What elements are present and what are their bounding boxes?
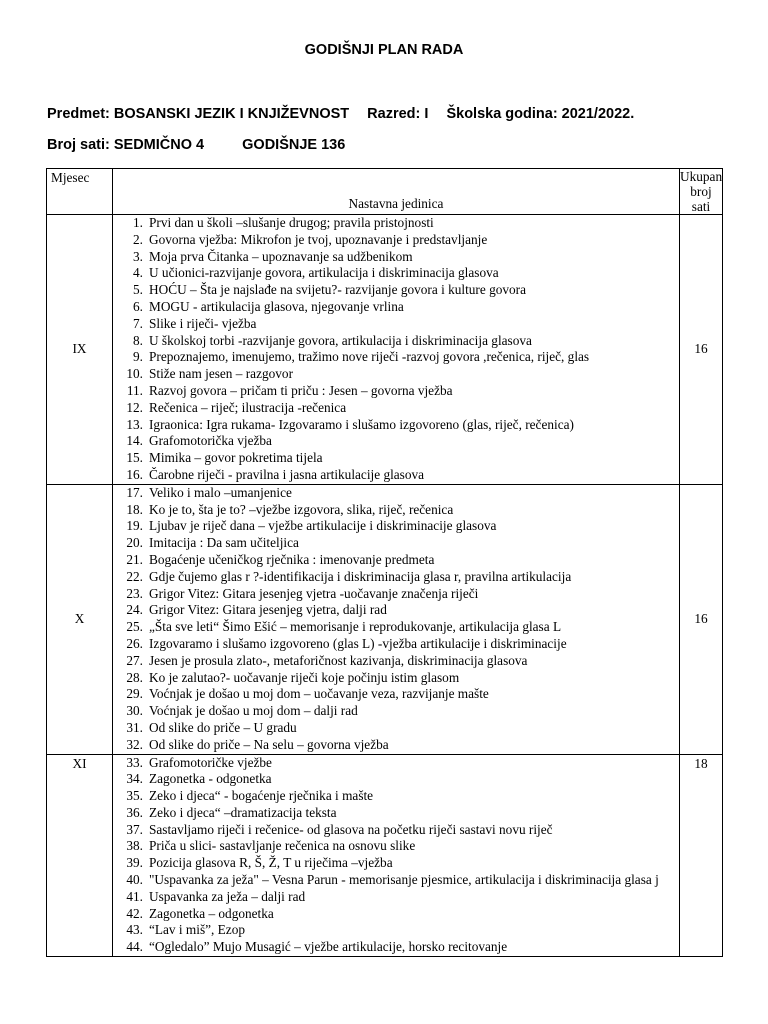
list-item — [113, 265, 677, 282]
item-text: Veliko i malo –umanjenice — [149, 484, 292, 500]
table-row — [47, 484, 723, 754]
subject-label: Predmet: BOSANSKI JEZIK I KNJIŽEVNOST — [47, 106, 350, 122]
list-item — [113, 249, 677, 266]
item-text: Od slike do priče – U gradu — [149, 719, 297, 735]
item-number: 15. — [126, 450, 143, 466]
item-number: 29. — [126, 686, 143, 702]
month-cell: IX — [47, 215, 113, 485]
units-cell — [113, 215, 680, 485]
list-item — [113, 485, 677, 502]
item-text: “Lav i miš”, Ezop — [149, 922, 245, 938]
header-hours-line1: Ukupan — [680, 169, 723, 184]
item-number: 32. — [126, 736, 143, 752]
item-text: Voćnjak je došao u moj dom – uočavanje veza, razvijanje mašte — [149, 686, 489, 702]
item-number: 21. — [126, 551, 143, 567]
list-item — [113, 602, 677, 619]
units-list — [113, 755, 679, 957]
list-item — [113, 686, 677, 703]
list-item — [113, 855, 677, 872]
item-number: 44. — [126, 939, 143, 955]
item-text: Uspavanka za ježa – dalji rad — [149, 888, 306, 904]
plan-table — [46, 168, 723, 957]
item-text: Grigor Vitez: Gitara jesenjeg vjetra, dalji rad — [149, 602, 387, 618]
list-item — [113, 535, 677, 552]
header-hours — [680, 169, 723, 215]
item-text: MOGU - artikulacija glasova, njegovanje vrlina — [149, 298, 404, 314]
header-units: Nastavna jedinica — [113, 169, 680, 215]
list-item — [113, 299, 677, 316]
header-hours-line2: broj sati — [690, 184, 712, 214]
item-text: U učionici-razvijanje govora, artikulacija i diskriminacija glasova — [149, 265, 499, 281]
list-item — [113, 755, 677, 772]
yearly-hours-label: GODIŠNJE 136 — [242, 137, 346, 153]
item-number: 11. — [126, 382, 143, 398]
item-number: 41. — [126, 888, 143, 904]
item-number: 12. — [126, 399, 143, 415]
item-text: Ljubav je riječ dana – vježbe artikulacije i diskriminacije glasova — [149, 518, 497, 534]
units-list — [113, 485, 679, 754]
list-item — [113, 939, 677, 956]
hours-cell: 16 — [680, 484, 723, 754]
item-number: 27. — [126, 652, 143, 668]
item-text: Voćnjak je došao u moj dom – dalji rad — [149, 703, 358, 719]
item-text: Stiže nam jesen – razgovor — [149, 366, 293, 382]
item-text: Čarobne riječi - pravilna i jasna artikulacije glasova — [149, 466, 425, 482]
item-text: Izgovaramo i slušamo izgovoreno (glas L) -vježba artikulacije i diskriminacije — [149, 635, 567, 651]
item-text: Od slike do priče – Na selu – govorna vježba — [149, 736, 389, 752]
list-item — [113, 316, 677, 333]
item-number: 18. — [126, 501, 143, 517]
item-number: 8. — [133, 332, 143, 348]
list-item — [113, 400, 677, 417]
item-number: 14. — [126, 433, 143, 449]
list-item — [113, 670, 677, 687]
item-text: Mimika – govor pokretima tijela — [149, 450, 323, 466]
item-number: 39. — [126, 855, 143, 871]
list-item — [113, 282, 677, 299]
item-number: 23. — [126, 585, 143, 601]
item-number: 4. — [133, 265, 143, 281]
item-number: 28. — [126, 669, 143, 685]
item-text: Zagonetka – odgonetka — [149, 905, 274, 921]
list-item — [113, 653, 677, 670]
list-item — [113, 433, 677, 450]
list-item — [113, 906, 677, 923]
units-list — [113, 215, 679, 484]
list-item — [113, 822, 677, 839]
item-number: 6. — [133, 298, 143, 314]
item-text: Ko je zalutao?- uočavanje riječi koje počinju istim glasom — [149, 669, 460, 685]
list-item — [113, 366, 677, 383]
list-item — [113, 232, 677, 249]
list-item — [113, 619, 677, 636]
item-number: 33. — [126, 754, 143, 770]
item-text: Gdje čujemo glas r ?-identifikacija i diskriminacija glasa r, pravilna artikulacija — [149, 568, 572, 584]
item-text: Moja prva Čitanka – upoznavanje sa udžbenikom — [149, 248, 413, 264]
item-number: 36. — [126, 804, 143, 820]
table-row — [47, 215, 723, 485]
list-item — [113, 569, 677, 586]
item-text: Igraonica: Igra rukama- Izgovaramo i slušamo izgovoreno (glas, riječ, rečenica) — [149, 416, 574, 432]
item-text: Sastavljamo riječi i rečenice- od glasova na početku riječi sastavi novu riječ — [149, 821, 553, 837]
item-number: 30. — [126, 703, 143, 719]
item-number: 24. — [126, 602, 143, 618]
item-text: Bogaćenje učeničkog rječnika : imenovanje predmeta — [149, 551, 435, 567]
item-number: 38. — [126, 838, 143, 854]
list-item — [113, 518, 677, 535]
list-item — [113, 383, 677, 400]
item-text: HOĆU – Šta je najslađe na svijetu?- razvijanje govora i kulture govora — [149, 282, 527, 298]
item-number: 5. — [133, 282, 143, 298]
item-text: Govorna vježba: Mikrofon je tvoj, upoznavanje i predstavljanje — [149, 231, 488, 247]
list-item — [113, 720, 677, 737]
list-item — [113, 333, 677, 350]
list-item — [113, 552, 677, 569]
item-number: 26. — [126, 635, 143, 651]
list-item — [113, 703, 677, 720]
subject-line — [47, 106, 634, 122]
list-item — [113, 737, 677, 754]
school-year-label: Školska godina: 2021/2022. — [446, 106, 635, 122]
item-text: Razvoj govora – pričam ti priču : Jesen – govorna vježba — [149, 382, 453, 398]
item-number: 20. — [126, 535, 143, 551]
list-item — [113, 889, 677, 906]
item-text: Zagonetka - odgonetka — [149, 771, 272, 787]
item-number: 22. — [126, 568, 143, 584]
item-text: Grafomotorička vježba — [149, 433, 272, 449]
item-number: 34. — [126, 771, 143, 787]
item-number: 37. — [126, 821, 143, 837]
grade-label: Razred: I — [367, 106, 429, 122]
item-number: 16. — [126, 466, 143, 482]
item-text: Pozicija glasova R, Š, Ž, T u riječima –vježba — [149, 855, 393, 871]
item-number: 19. — [126, 518, 143, 534]
item-number: 3. — [133, 248, 143, 264]
list-item — [113, 922, 677, 939]
item-number: 42. — [126, 905, 143, 921]
item-text: Ko je to, šta je to? –vježbe izgovora, slika, riječ, rečenica — [149, 501, 454, 517]
hours-cell: 18 — [680, 754, 723, 957]
month-cell: X — [47, 484, 113, 754]
item-text: Jesen je prosula zlato-, metaforičnost kazivanja, diskriminacija glasova — [149, 652, 528, 668]
month-cell: XI — [47, 754, 113, 957]
item-text: U školskoj torbi -razvijanje govora, artikulacija i diskriminacija glasova — [149, 332, 532, 348]
item-text: Priča u slici- sastavljanje rečenica na osnovu slike — [149, 838, 416, 854]
table-header-row — [47, 169, 723, 215]
item-text: Rečenica – riječ; ilustracija -rečenica — [149, 399, 347, 415]
item-number: 31. — [126, 719, 143, 735]
item-number: 7. — [133, 315, 143, 331]
item-text: Prepoznajemo, imenujemo, tražimo nove riječi -razvoj govora ,rečenica, riječ, glas — [149, 349, 590, 365]
list-item — [113, 215, 677, 232]
item-number: 25. — [126, 619, 143, 635]
item-text: Zeko i djeca“ - bogaćenje rječnika i mašte — [149, 788, 374, 804]
item-text: "Uspavanka za ježa" – Vesna Parun - memorisanje pjesmice, artikulacija i diskriminacija glasa j — [149, 872, 659, 888]
item-text: “Ogledalo” Mujo Musagić – vježbe artikulacije, horsko recitovanje — [149, 939, 508, 955]
item-text: Grafomotoričke vježbe — [149, 754, 272, 770]
item-number: 40. — [126, 872, 143, 888]
item-number: 10. — [126, 366, 143, 382]
item-number: 9. — [133, 349, 143, 365]
item-text: „Šta sve leti“ Šimo Ešić – memorisanje i reprodukovanje, artikulacija glasa L — [149, 619, 562, 635]
item-text: Imitacija : Da sam učiteljica — [149, 535, 299, 551]
document-title: GODIŠNJI PLAN RADA — [304, 42, 464, 58]
item-number: 2. — [133, 231, 143, 247]
item-number: 35. — [126, 788, 143, 804]
list-item — [113, 788, 677, 805]
item-text: Grigor Vitez: Gitara jesenjeg vjetra -uočavanje značenja riječi — [149, 585, 479, 601]
list-item — [113, 502, 677, 519]
list-item — [113, 805, 677, 822]
header-month: Mjesec — [47, 169, 113, 215]
hours-cell: 16 — [680, 215, 723, 485]
table-row — [47, 754, 723, 957]
units-cell — [113, 754, 680, 957]
hours-line — [47, 137, 345, 153]
weekly-hours-label: Broj sati: SEDMIČNO 4 — [47, 137, 205, 153]
list-item — [113, 838, 677, 855]
item-text: Prvi dan u školi –slušanje drugog; pravila pristojnosti — [149, 215, 434, 230]
item-number: 13. — [126, 416, 143, 432]
item-number: 43. — [126, 922, 143, 938]
item-number: 1. — [133, 215, 143, 230]
list-item — [113, 636, 677, 653]
list-item — [113, 467, 677, 484]
item-number: 17. — [126, 484, 143, 500]
item-text: Slike i riječi- vježba — [149, 315, 257, 331]
units-cell — [113, 484, 680, 754]
list-item — [113, 417, 677, 434]
list-item — [113, 450, 677, 467]
list-item — [113, 586, 677, 603]
list-item — [113, 872, 677, 889]
list-item — [113, 771, 677, 788]
list-item — [113, 349, 677, 366]
plan-table-body — [47, 215, 723, 957]
item-text: Zeko i djeca“ –dramatizacija teksta — [149, 804, 337, 820]
